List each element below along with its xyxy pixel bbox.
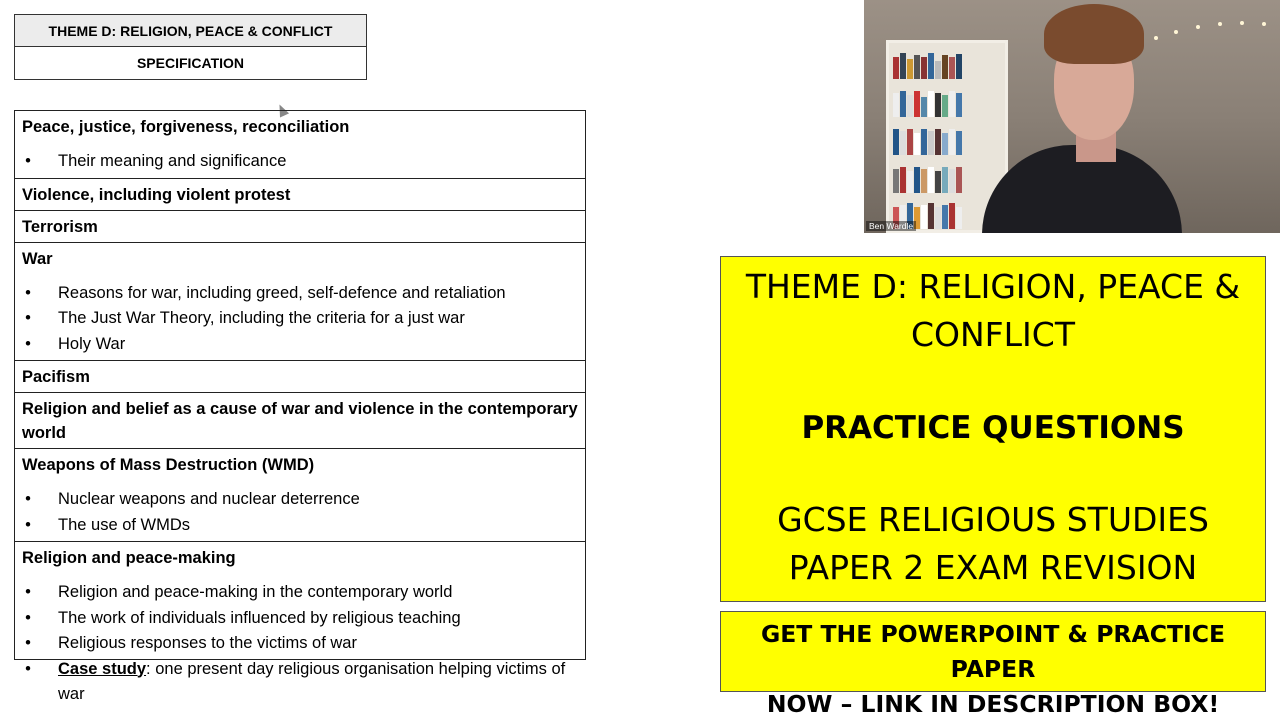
bullet-icon: •: [25, 309, 31, 327]
spec-header: [14, 14, 367, 80]
list-item-text: The Just War Theory, including the criteria for a just war: [58, 309, 465, 327]
list-item: [22, 513, 578, 539]
webcam-feed: [864, 0, 1280, 233]
list-item-text: Religion and peace-making in the contemporary world: [58, 583, 453, 601]
practice-questions-heading: PRACTICE QUESTIONS: [801, 410, 1185, 446]
bullet-icon: •: [25, 659, 31, 678]
spec-section: [15, 211, 585, 243]
spec-section: [15, 449, 585, 542]
bullet-icon: •: [25, 490, 31, 508]
section-title: Religion and peace-making: [22, 549, 236, 567]
case-study-item: [58, 660, 565, 704]
list-item-text: Reasons for war, including greed, self-defence and retaliation: [58, 283, 506, 302]
spec-section: [15, 361, 585, 393]
bullet-icon: •: [25, 152, 31, 170]
title-box: [720, 256, 1266, 602]
list-item: [22, 149, 578, 175]
title-line-4: PAPER 2 EXAM REVISION: [788, 548, 1198, 587]
bullet-icon: •: [25, 283, 31, 302]
section-title: Weapons of Mass Destruction (WMD): [22, 456, 315, 474]
bullet-list: [22, 580, 578, 708]
call-to-action-box: [720, 611, 1266, 718]
bullet-icon: •: [25, 608, 31, 627]
spec-section: [15, 542, 585, 711]
fairy-lights: [1144, 6, 1280, 66]
list-item: [22, 281, 578, 307]
list-item: [22, 631, 578, 657]
specification-table: [14, 110, 586, 703]
list-item-text: Holy War: [58, 334, 126, 353]
cta-line-1: GET THE POWERPOINT & PRACTICE PAPER: [760, 620, 1226, 683]
bullet-icon: •: [25, 515, 31, 534]
section-title: Violence, including violent protest: [22, 185, 291, 204]
spec-header-subtitle: SPECIFICATION: [136, 55, 245, 71]
cta-line-2: NOW – LINK IN DESCRIPTION BOX!: [766, 690, 1220, 718]
list-item: [22, 657, 578, 708]
bullet-icon: •: [25, 634, 31, 652]
section-title: War: [22, 249, 53, 268]
bullet-list: [22, 487, 578, 538]
spec-section: [15, 179, 585, 211]
case-study-text: : one present day religious organisation helping victims of war: [58, 659, 566, 703]
case-study-label: Case study: [58, 659, 147, 678]
bullet-icon: •: [25, 334, 31, 353]
section-title: Religion and belief as a cause of war and violence in the contemporary world: [22, 400, 578, 442]
bullet-icon: •: [25, 583, 31, 601]
webcam-name-label: Ben Wardle: [866, 221, 916, 231]
section-title: Peace, justice, forgiveness, reconciliation: [22, 118, 350, 136]
person-hair: [1044, 4, 1144, 64]
list-item: [22, 487, 578, 513]
title-line-2: CONFLICT: [910, 315, 1075, 354]
spec-header-title: THEME D: RELIGION, PEACE & CONFLICT: [15, 15, 366, 47]
spec-section: [15, 111, 585, 179]
list-item-text: Their meaning and significance: [58, 152, 287, 170]
list-item: [22, 580, 578, 606]
list-item-text: Religious responses to the victims of war: [58, 634, 357, 652]
list-item: [22, 306, 578, 332]
bullet-list: [22, 281, 578, 358]
section-title: Terrorism: [22, 217, 98, 236]
list-item-text: Nuclear weapons and nuclear deterrence: [58, 490, 360, 508]
list-item: [22, 332, 578, 358]
list-item: [22, 606, 578, 632]
bullet-list: [22, 149, 578, 175]
spec-section: [15, 243, 585, 362]
title-line-3: GCSE RELIGIOUS STUDIES: [777, 500, 1209, 539]
list-item-text: The work of individuals influenced by religious teaching: [58, 608, 461, 627]
section-title: Pacifism: [22, 368, 90, 386]
list-item-text: The use of WMDs: [58, 515, 191, 534]
title-line-1: THEME D: RELIGION, PEACE &: [745, 267, 1241, 306]
spec-section: [15, 393, 585, 449]
